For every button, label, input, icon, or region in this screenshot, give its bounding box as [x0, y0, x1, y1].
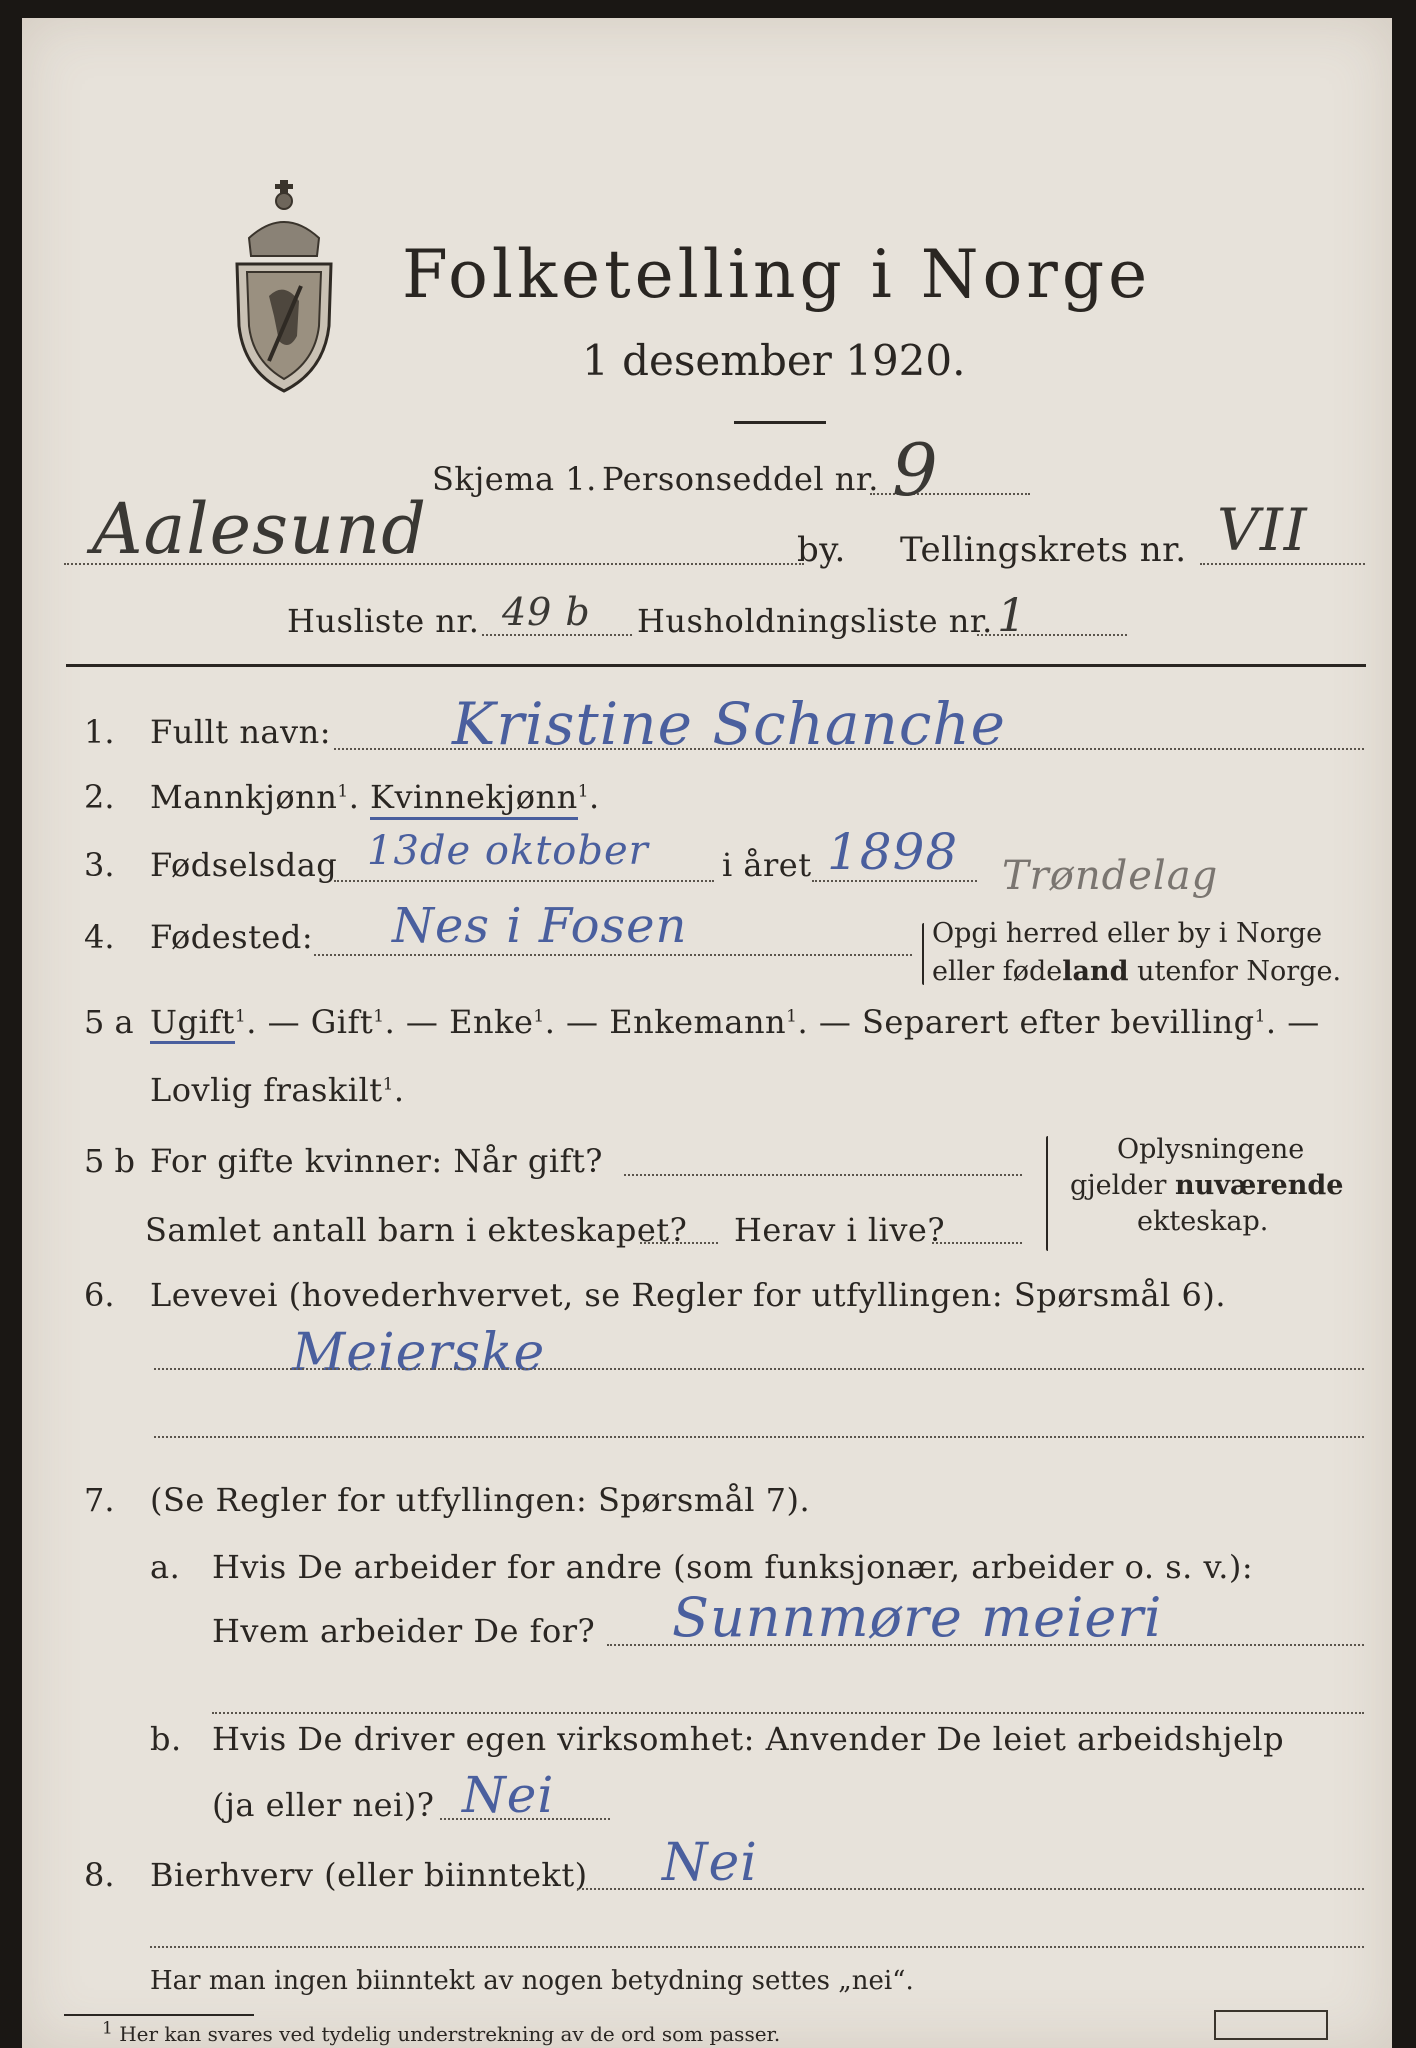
q2-line: Mannkjønn$^1$. Kvinnekjønn$^1$. — [150, 778, 600, 816]
q5b-note-2: gjelder nuværende — [1070, 1170, 1344, 1201]
q6-label: Levevei (hovederhvervet, se Regler for utfyllingen: Spørsmål 6). — [150, 1276, 1227, 1314]
hired-help-label: (ja eller nei)? — [212, 1786, 435, 1824]
q6-number: 6. — [84, 1276, 115, 1314]
year-label: i året — [722, 846, 812, 884]
footnote: $^1$ Her kan svares ved tydelig understrekning av de ord som passer. — [102, 2018, 781, 2046]
side-income-field-2[interactable] — [150, 1946, 1364, 1948]
tellingskrets-label: Tellingskrets nr. — [900, 530, 1187, 570]
gift-option[interactable]: Gift — [310, 1003, 374, 1041]
husliste-label: Husliste nr. — [287, 602, 480, 640]
occupation-value: Meierske — [292, 1323, 546, 1383]
census-form — [22, 18, 1392, 2048]
q1-label: Fullt navn: — [150, 713, 331, 751]
q5b-note-1: Oplysningene — [1117, 1134, 1305, 1165]
birth-year-value: 1898 — [827, 823, 959, 881]
personseddel-label: Personseddel nr. — [602, 460, 879, 498]
husholdning-value: 1 — [997, 588, 1028, 642]
q7-number: 7. — [84, 1481, 115, 1519]
occupation-field[interactable] — [154, 1368, 1364, 1370]
birthdate-value: 13de oktober — [367, 828, 649, 874]
married-when-label: For gifte kvinner: Når gift? — [150, 1142, 603, 1180]
q7a-text: Hvis De arbeider for andre (som funksjonær, arbeider o. s. v.): — [212, 1548, 1254, 1586]
birthplace-field[interactable] — [314, 954, 912, 956]
birth-region-note: Trøndelag — [1002, 853, 1219, 899]
q1-number: 1. — [84, 713, 115, 751]
q3-label: Fødselsdag — [150, 846, 338, 884]
married-when-field[interactable] — [624, 1174, 1022, 1176]
husholdning-label: Husholdningsliste nr. — [637, 602, 993, 640]
footer-note: Har man ingen biinntekt av nogen betydning settes „nei“. — [150, 1966, 914, 1996]
q8-number: 8. — [84, 1856, 115, 1894]
by-label: by. — [797, 530, 846, 570]
city-value: Aalesund — [92, 488, 427, 570]
q3-number: 3. — [84, 846, 115, 884]
footnote-rule — [64, 2014, 254, 2016]
side-income-value: Nei — [662, 1833, 758, 1893]
ugift-option[interactable]: Ugift — [150, 1003, 235, 1044]
husliste-field[interactable] — [482, 634, 632, 636]
header-rule — [66, 664, 1366, 667]
q4-note-2: eller fødeland utenfor Norge. — [932, 956, 1342, 987]
q8-label: Bierhverv (eller biinntekt) — [150, 1856, 588, 1894]
q2-number: 2. — [84, 778, 115, 816]
q7b-text: Hvis De driver egen virksomhet: Anvender De leiet arbeidshjelp — [212, 1720, 1285, 1758]
q5b-note-3: ekteskap. — [1137, 1206, 1269, 1237]
personseddel-value: 9 — [892, 428, 939, 512]
male-option[interactable]: Mannkjønn — [150, 778, 338, 816]
birthdate-field[interactable] — [334, 880, 714, 882]
fraskilt-option[interactable]: Lovlig fraskilt — [150, 1071, 383, 1109]
enkemann-option[interactable]: Enkemann — [609, 1003, 787, 1041]
separert-option[interactable]: Separert efter bevilling — [862, 1003, 1255, 1041]
coat-of-arms-icon — [229, 176, 339, 396]
alive-label: Herav i live? — [734, 1211, 946, 1249]
q4-brace — [922, 923, 924, 985]
city-field[interactable] — [64, 563, 804, 565]
full-name-value: Kristine Schanche — [452, 690, 1007, 758]
enke-option[interactable]: Enke — [449, 1003, 534, 1041]
birthplace-value: Nes i Fosen — [392, 898, 688, 954]
title-rule — [734, 421, 826, 424]
hired-help-value: Nei — [462, 1766, 555, 1824]
alive-field[interactable] — [932, 1242, 1022, 1244]
form-date: 1 desember 1920. — [582, 336, 966, 385]
children-field[interactable] — [640, 1242, 718, 1244]
q7-label: (Se Regler for utfyllingen: Spørsmål 7). — [150, 1481, 811, 1519]
q5a-number: 5 a — [84, 1003, 134, 1041]
q5a-line: Ugift$^1$. — Gift$^1$. — Enke$^1$. — Enkemann$^1$. — Separert efter bevilling$^1$. — — [150, 1003, 1320, 1041]
printer-stamp — [1214, 2010, 1328, 2040]
occupation-field-2[interactable] — [154, 1436, 1364, 1438]
q7a-letter: a. — [150, 1548, 181, 1586]
female-option[interactable]: Kvinnekjønn — [370, 778, 578, 820]
children-label: Samlet antall barn i ekteskapet? — [145, 1211, 688, 1249]
husliste-value: 49 b — [502, 590, 591, 634]
q5a-line-2: Lovlig fraskilt$^1$. — [150, 1071, 405, 1109]
q4-number: 4. — [84, 918, 115, 956]
q5b-number: 5 b — [84, 1142, 136, 1180]
employer-value: Sunnmøre meieri — [672, 1586, 1163, 1649]
form-title: Folketelling i Norge — [402, 236, 1152, 313]
employer-field-2[interactable] — [212, 1712, 1364, 1714]
q4-note-1: Opgi herred eller by i Norge — [932, 918, 1323, 949]
employer-label: Hvem arbeider De for? — [212, 1612, 596, 1650]
q4-label: Fødested: — [150, 918, 314, 956]
q7b-letter: b. — [150, 1720, 182, 1758]
q5b-brace — [1046, 1136, 1048, 1251]
tellingskrets-value: VII — [1217, 496, 1308, 564]
skjema-label: Skjema 1. — [432, 460, 597, 498]
